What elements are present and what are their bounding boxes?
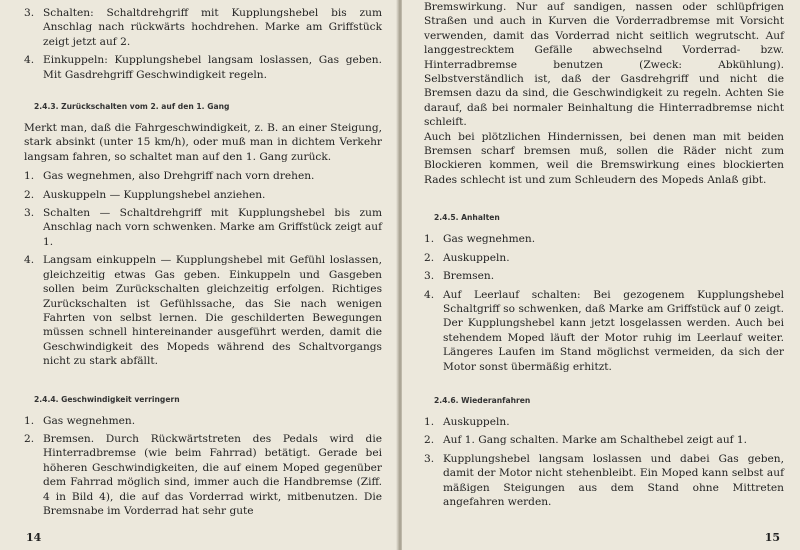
list-item bbox=[24, 432, 382, 518]
list-item bbox=[424, 232, 784, 246]
section-heading-2-4-5: 2.4.5. Anhalten bbox=[434, 213, 500, 223]
list-item bbox=[424, 269, 784, 283]
item-number: 2. bbox=[24, 188, 35, 201]
list-item bbox=[24, 6, 382, 49]
list-item bbox=[24, 53, 382, 82]
section-heading-2-4-3: 2.4.3. Zurückschalten vom 2. auf den 1. Gang bbox=[34, 102, 230, 112]
item-number: 1. bbox=[424, 233, 435, 246]
item-number: 2. bbox=[424, 434, 435, 447]
item-number: 4. bbox=[424, 288, 435, 301]
list-item bbox=[24, 188, 382, 202]
item-number: 1. bbox=[24, 170, 35, 183]
item-number: 3. bbox=[24, 7, 35, 19]
list-item bbox=[424, 415, 784, 429]
list-item bbox=[424, 288, 784, 374]
list-item bbox=[24, 169, 382, 183]
item-text: Gas wegnehmen. bbox=[443, 233, 536, 246]
right-page bbox=[402, 0, 800, 550]
page-number: 14 bbox=[26, 531, 42, 544]
list-item bbox=[24, 414, 382, 428]
item-number: 4. bbox=[24, 254, 35, 267]
item-number: 2. bbox=[24, 432, 35, 445]
item-text: Gas wegnehmen, also Drehgriff nach vorn drehen. bbox=[43, 170, 315, 183]
item-number: 3. bbox=[424, 452, 435, 465]
item-text: Auskuppeln. bbox=[443, 415, 510, 428]
item-text: Langsam einkuppeln — Kupplungshebel mit Gefühl loslassen, gleichzeitig etwas Gas geben. Einkuppeln und Gasgeben sollen beim Zurückschalten gleichzeitig erfolgen. Richtiges Zurückschalten ist Gefühlssache, das Sie nach wenigen Fahrten von selbst lernen. Die geschilderten Bewegungen müssen schnell hintereinander ausgeführt werden, damit die Geschwindigkeit des Mopeds während des Schaltvorgangs nicht zu stark abfällt. bbox=[43, 254, 382, 368]
section-heading-2-4-4: 2.4.4. Geschwindigkeit verringern bbox=[34, 394, 180, 404]
item-text: Bremsen. bbox=[443, 270, 495, 283]
item-number: 2. bbox=[424, 251, 435, 264]
item-number: 1. bbox=[424, 415, 435, 428]
item-text: Kupplungshebel langsam loslassen und dabei Gas geben, damit der Motor nicht stehenbleibt. Ein Moped kann selbst auf mäßigen Steigungen aus dem Stand ohne Mittreten angefahren werden. bbox=[443, 452, 784, 508]
list-item bbox=[24, 206, 382, 249]
list-item bbox=[424, 251, 784, 265]
item-number: 3. bbox=[424, 270, 435, 283]
item-text: Auskuppeln — Kupplungshebel anziehen. bbox=[43, 188, 266, 201]
item-text: Auf Leerlauf schalten: Bei gezogenem Kupplungshebel Schaltgriff so schwenken, daß Marke am Griffstück auf 0 zeigt. Der Kupplungshebel kann jetzt losgelassen werden. Auch bei stehendem Moped läuft der Motor ruhig im Leerlauf weiter. Längeres Laufen im Stand möglichst vermeiden, da sich der Motor sonst übermäßig erhitzt. bbox=[443, 288, 784, 373]
item-text: Schalten — Schaltdrehgriff mit Kupplungshebel bis zum Anschlag nach vorn schwenken. Marke am Griffstück zeigt auf 1. bbox=[43, 207, 382, 248]
item-text: Bremsen. Durch Rückwärtstreten des Pedals wird die Hinterradbremse (wie beim Fahrrad) betätigt. Gerade bei höheren Geschwindigkeiten, die auf einem Moped gegenüber dem Fahrrad möglich sind, immer auch die Handbremse (Ziff. 4 in Bild 4), die auf das Vorderrad wirkt, mitbenutzen. Die Bremsnabe im Vorderrad hat sehr gute bbox=[43, 432, 382, 517]
page-number: 15 bbox=[764, 531, 780, 544]
item-number: 1. bbox=[24, 414, 35, 427]
item-text: Schalten: Schaltdrehgriff mit Kupplungshebel bis zum Anschlag nach rückwärts hochdrehen. Marke am Griffstück zeigt jetzt auf 2. bbox=[43, 7, 382, 48]
item-text: Einkuppeln: Kupplungshebel langsam loslassen, Gas geben. Mit Gasdrehgriff Geschwindigkeit regeln. bbox=[43, 54, 382, 81]
section-paragraph: Merkt man, daß die Fahrgeschwindigkeit, z. B. an einer Steigung, stark absinkt (unter 15 km/h), oder muß man in dichtem Verkehr langsam fahren, so schaltet man auf den 1. Gang zurück. bbox=[24, 122, 382, 163]
continued-paragraph: Bremswirkung. Nur auf sandigen, nassen oder schlüpfrigen Straßen und auch in Kurven die Vorderradbremse mit Vorsicht verwenden, damit das Vorderrad nicht seitlich wegrutscht. Auf langgestrecktem Gefälle abwechselnd Vorderrad- bzw. Hinterradbremse benutzen (Zweck: Abkühlung). Selbstverständlich ist, daß der Gasdrehgriff und nicht die Bremsen dazu da sind, die Geschwindigkeit zu regeln. Achten Sie darauf, daß bei normaler Beinhaltung die Hinterradbremse nicht schleift. bbox=[424, 1, 784, 129]
item-text: Auf 1. Gang schalten. Marke am Schalthebel zeigt auf 1. bbox=[443, 434, 748, 447]
item-number: 4. bbox=[24, 54, 35, 67]
list-item bbox=[24, 253, 382, 368]
item-text: Gas wegnehmen. bbox=[43, 414, 136, 427]
list-item bbox=[424, 433, 784, 447]
section-heading-2-4-6: 2.4.6. Wiederanfahren bbox=[434, 395, 531, 405]
list-item bbox=[424, 452, 784, 510]
item-number: 3. bbox=[24, 207, 35, 220]
left-page bbox=[0, 0, 398, 550]
paragraph: Auch bei plötzlichen Hindernissen, bei denen man mit beiden Bremsen scharf bremsen muß, sollen die Räder nicht zum Blockieren kommen, weil die Bremswirkung eines blockierten Rades schlecht ist und zum Schleudern des Mopeds Anlaß gibt. bbox=[424, 130, 784, 186]
item-text: Auskuppeln. bbox=[443, 251, 510, 264]
